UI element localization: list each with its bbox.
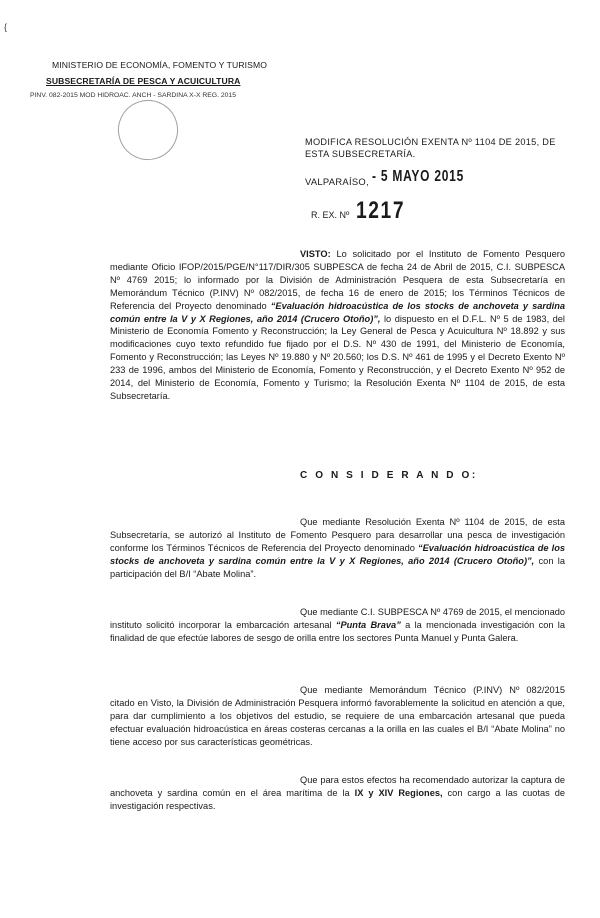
considerando-heading: C O N S I D E R A N D O: — [300, 470, 478, 481]
visto-text: Lo solicitado por el Instituto de Fomento Pesquero mediante Oficio IFOP/2015/PGE/N°117/DIR/305 SUBPESCA de fecha 24 de Abril de 2015, C.I. SUBPESCA Nº 4769 2015; lo informado por la División de Administración Pesquera de esta Subsecretaría en Memorándum Técnico (P.INV) Nº 082/2015, de fecha 16 de enero de 2015; los Términos Técnicos de Referencia del Proyecto denominado — [110, 249, 565, 311]
resolution-number-label: R. EX. Nº — [311, 210, 350, 220]
considerando-paragraph-3: Que mediante Memorándum Técnico (P.INV) Nº 082/2015 citado en Visto, la División de Administración Pesquera informó favorablemente la solicitud en atención a que, para dar cumplimiento a los objetivos del estudio, se requiere de una embarcación artesanal que pueda efectuar evaluación hidroacústica en áreas costeras cercanas a la orilla en las cuales el B/I “Abate Molina” no tiene acceso por sus características geométricas. — [110, 685, 565, 747]
official-seal — [110, 92, 186, 168]
considerando-2-vessel-name: “Punta Brava” — [335, 619, 401, 630]
date-stamp: - 5 MAYO 2015 — [372, 168, 465, 185]
visto-paragraph — [110, 248, 565, 403]
document-reference: PINV. 082-2015 MOD HIDROAC. ANCH - SARDINA X-X REG. 2015 — [30, 92, 236, 99]
visto-text-continued: lo dispuesto en el D.F.L. Nº 5 de 1983, del Ministerio de Economía Fomento y Reconstrucción; la Ley General de Pesca y Acuicultura Nº 18.892 y sus modificaciones cuyo texto refundido fue fijado por el D.S. Nº 430 de 1991, del Ministerio de Economía, Fomento y Reconstrucción; las Leyes Nº 19.880 y Nº 20.560; los D.S. Nº 461 de 1995 y el Decreto Exento Nº 233 de 1996, ambos del Ministerio de Economía, Fomento y Reconstrucción, y el Decreto Exento Nº 952 de 2014, del Ministerio de Economía, Fomento y Turismo; la Resolución Exenta Nº 1104 de 2015, de esta Subsecretaría. — [110, 313, 565, 401]
considerando-1-text: Que mediante Resolución Exenta Nº 1104 de 2015, de esta Subsecretaría, se autorizó al Instituto de Fomento Pesquero para desarrollar una pesca de investigación conforme los Términos Técnicos de Referencia del Proyecto denominado — [110, 517, 565, 553]
considerando-4-text-end: con cargo a las cuotas de investigación respectivas. — [110, 787, 565, 811]
considerando-1-text-end: con la participación del B/I “Abate Molina”. — [110, 555, 565, 579]
considerando-2-text: Que mediante C.I. SUBPESCA Nº 4769 de 2015, el mencionado instituto solicitó incorporar la embarcación artesanal — [110, 607, 565, 630]
considerando-paragraph-2 — [110, 606, 565, 645]
margin-mark: { — [4, 22, 8, 32]
considerando-paragraph-4 — [110, 774, 565, 813]
place-label: VALPARAÍSO, — [305, 176, 369, 187]
considerando-4-text: Que para estos efectos ha recomendado autorizar la captura de anchoveta y sardina común en el área marítima de la — [110, 775, 565, 798]
visto-label: VISTO: — [300, 249, 331, 259]
resolution-subject: MODIFICA RESOLUCIÓN EXENTA Nº 1104 DE 2015, DE ESTA SUBSECRETARÍA. — [305, 137, 556, 159]
considerando-2-text-end: a la mencionada investigación con la finalidad de que efectúe labores de sesgo de orilla entre los sectores Punta Manuel y Punta Galera. — [110, 619, 565, 643]
resolution-number: 1217 — [356, 197, 406, 224]
considerando-1-project-name: “Evaluación hidroacústica de los stocks de anchoveta y sardina común entre la V y X Regiones, año 2014 (Crucero Otoño)”, — [110, 542, 565, 566]
considerando-4-regions: IX y XIV Regiones, — [354, 787, 443, 798]
visto-project-name: “Evaluación hidroacústica de los stocks de anchoveta y sardina común entre la V y X Regiones, año 2014 (Crucero Otoño)”, — [110, 300, 565, 324]
ministry-name: MINISTERIO DE ECONOMÍA, FOMENTO Y TURISMO — [52, 60, 267, 70]
considerando-paragraph-1 — [110, 516, 565, 581]
subsecretaria-name: SUBSECRETARÍA DE PESCA Y ACUICULTURA — [46, 76, 241, 86]
